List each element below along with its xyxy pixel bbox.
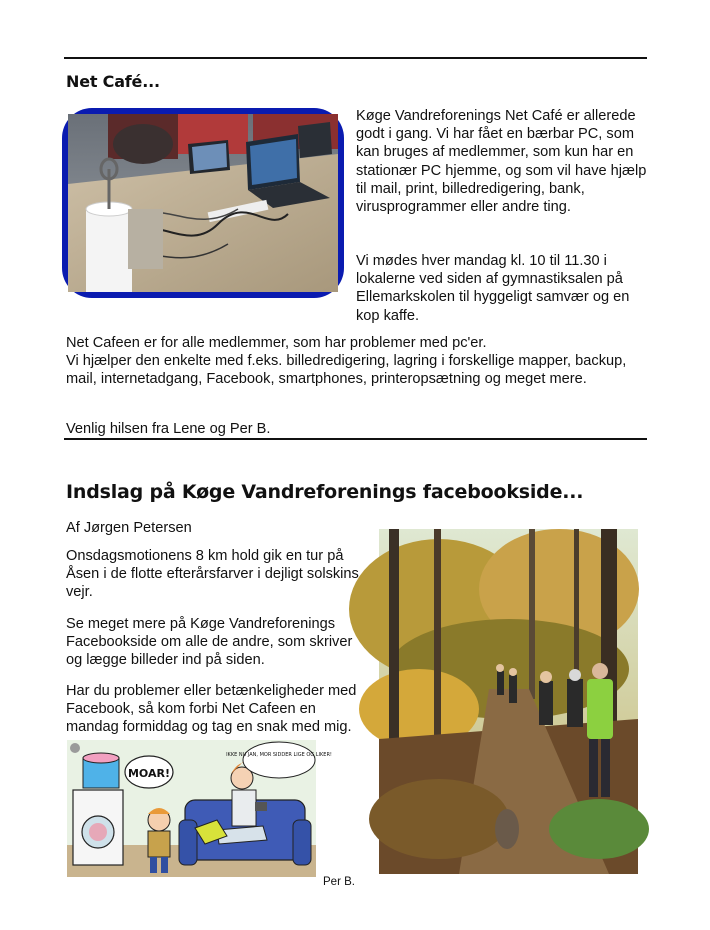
netcafe-paragraph-1: Køge Vandreforenings Net Café er allerede godt i gang. Vi har fået en bærbar PC, som kan bruges af medlemmer, som kun har en stationær PC hjemme, og som vil have hjælp til mail, print, billedredigering, bank, virusprogrammer eller andre ting. (356, 108, 647, 216)
netcafe-photo-frame (62, 108, 344, 298)
signature: Per B. (323, 876, 355, 888)
facebook-heading: Indslag på Køge Vandreforenings facebookside... (66, 481, 584, 503)
netcafe-paragraph-3: Net Cafeen er for alle medlemmer, som har problemer med pc'er. (66, 335, 487, 351)
netcafe-greeting: Venlig hilsen fra Lene og Per B. (66, 421, 271, 437)
svg-text:IKKE NU JAN, MOR SIDDER LIGE O (226, 752, 332, 758)
netcafe-photo (68, 114, 338, 292)
cartoon-illustration (67, 740, 332, 877)
close-icon (70, 743, 80, 753)
facebook-paragraph-1: Onsdagsmotionens 8 km hold gik en tur på Åsen i de flotte efterårsfarver i dejligt solskins vejr. (66, 548, 359, 601)
walk-photo (379, 529, 638, 874)
cartoon-speech-child: MOAR! (127, 767, 171, 780)
facebook-paragraph-3: Har du problemer eller betænkeligheder med Facebook, så kom forbi Net Cafeen en mandag formiddag og tag en snak med mig. (66, 683, 357, 736)
facebook-byline: Af Jørgen Petersen (66, 520, 192, 536)
netcafe-paragraph-4: Vi hjælper den enkelte med f.eks. billedredigering, lagring i forskellige mapper, backup, mail, internetadgang, Facebook, smartphones, printeropsætning og meget mere. (66, 353, 627, 388)
facebook-paragraph-2: Se meget mere på Køge Vandreforenings Facebookside om alle de andre, som skriver og lægge billeder ind på siden. (66, 616, 353, 669)
top-rule (64, 57, 647, 59)
netcafe-heading: Net Café... (66, 72, 160, 91)
cartoon-speech-mother: IKKE NU JAN, MOR SIDDER LIGE OG LIKER! (226, 752, 332, 758)
section-rule (64, 438, 647, 440)
netcafe-paragraph-2: Vi mødes hver mandag kl. 10 til 11.30 i lokalerne ved siden af gymnastiksalen på Ellemarkskolen til hyggeligt samvær og en kop kaffe. (356, 253, 630, 324)
